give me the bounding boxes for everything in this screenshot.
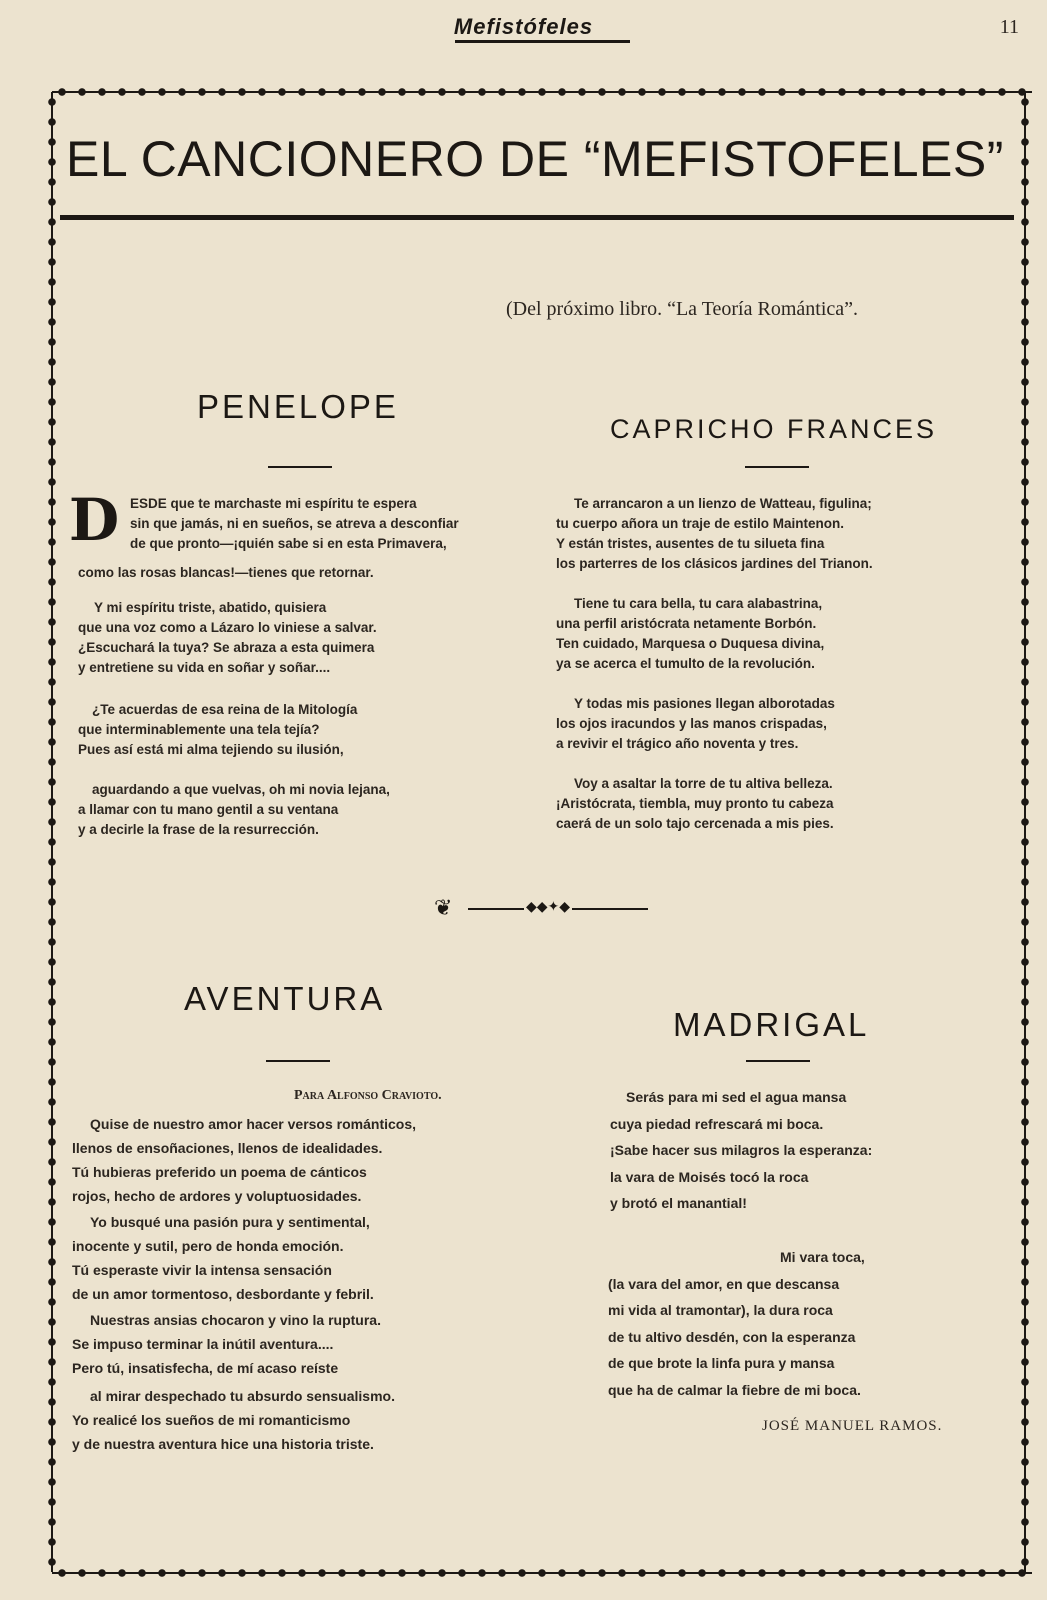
poem-line: a llamar con tu mano gentil a su ventana <box>78 802 339 817</box>
poem-line: inocente y sutil, pero de honda emoción. <box>72 1238 344 1254</box>
poem-line: una perfil aristócrata netamente Borbón. <box>556 616 817 631</box>
poem-line: Y están tristes, ausentes de tu silueta fina <box>556 536 825 551</box>
stanza-aventura-3 <box>72 1308 381 1380</box>
poem-line: y brotó el manantial! <box>610 1195 747 1211</box>
poem-line: Ten cuidado, Marquesa o Duquesa divina, <box>556 636 825 651</box>
masthead-underline <box>455 40 630 43</box>
poem-rule-madrigal <box>746 1060 810 1062</box>
poem-line: al mirar despechado tu absurdo sensualismo. <box>90 1388 395 1404</box>
poem-title-madrigal: MADRIGAL <box>673 1006 870 1043</box>
author-signature: JOSÉ MANUEL RAMOS. <box>762 1418 943 1434</box>
poem-line: de que brote la linfa pura y mansa <box>608 1355 835 1371</box>
poem-line: como las rosas blancas!—tienes que retornar. <box>78 565 374 580</box>
poem-line: ESDE que te marchaste mi espíritu te espera <box>130 496 417 511</box>
poem-line: Tiene tu cara bella, tu cara alabastrina, <box>574 596 823 611</box>
poem-line: Nuestras ansias chocaron y vino la ruptura. <box>90 1312 381 1328</box>
stanza-penelope-2 <box>78 598 377 678</box>
poem-line: de tu altivo desdén, con la esperanza <box>608 1328 856 1345</box>
stanza-capricho-4 <box>556 774 834 834</box>
poem-dedication: Para Alfonso Cravioto. <box>294 1088 442 1103</box>
stanza-penelope-4 <box>78 780 390 840</box>
poem-line: los ojos iracundos y las manos crispadas, <box>556 716 827 731</box>
poem-line: Se impuso terminar la inútil aventura.... <box>72 1336 334 1352</box>
ornamental-border-left <box>45 92 59 1572</box>
poem-line: Mi vara toca, <box>780 1249 865 1265</box>
poem-line: rojos, hecho de ardores y voluptuosidades. <box>72 1188 362 1204</box>
poem-line: cuya piedad refrescará mi boca. <box>610 1115 824 1132</box>
poem-line: de que pronto—¡quién sabe si en esta Primavera, <box>130 536 447 551</box>
book-source-note: (Del próximo libro. “La Teoría Romántica”. <box>506 298 859 320</box>
poem-line: ya se acerca el tumulto de la revolución. <box>556 656 815 671</box>
page-title: EL CANCIONERO DE “MEFISTOFELES” <box>66 131 1004 187</box>
poem-line: y entretiene su vida en soñar y soñar.... <box>78 660 331 675</box>
stanza-aventura-2 <box>72 1210 374 1306</box>
poem-line: ¡Sabe hacer sus milagros la esperanza: <box>610 1142 873 1158</box>
poem-line: Yo busqué una pasión pura y sentimental, <box>90 1214 370 1230</box>
stanza-penelope-1a <box>130 494 459 554</box>
poem-line: y de nuestra aventura hice una historia triste. <box>72 1436 374 1452</box>
poem-line: ¡Aristócrata, tiembla, muy pronto tu cabeza <box>556 796 834 811</box>
poem-title-capricho-frances: CAPRICHO FRANCES <box>610 414 938 444</box>
poem-line: Pues así está mi alma tejiendo su ilusión, <box>78 742 344 757</box>
stanza-penelope-1b <box>78 563 374 583</box>
poem-line: (la vara del amor, en que descansa <box>608 1275 840 1292</box>
poem-line: aguardando a que vuelvas, oh mi novia lejana, <box>92 782 390 797</box>
stanza-madrigal-2 <box>608 1244 865 1403</box>
poem-line: Voy a asaltar la torre de tu altiva belleza. <box>574 776 833 791</box>
poem-line: ¿Escuchará la tuya? Se abraza a esta quimera <box>78 640 375 655</box>
masthead: Mefistófeles <box>453 14 594 39</box>
stanza-penelope-3 <box>78 700 357 760</box>
page-number: 11 <box>999 16 1019 38</box>
stanza-aventura-1 <box>72 1112 416 1208</box>
section-divider <box>434 896 654 922</box>
poem-rule-aventura <box>266 1060 330 1062</box>
poem-line: Y todas mis pasiones llegan alborotadas <box>574 696 835 711</box>
poem-line: llenos de ensoñaciones, llenos de idealidades. <box>72 1140 383 1156</box>
divider-mark-icon: ❦ <box>434 896 453 921</box>
stanza-aventura-4 <box>72 1384 395 1456</box>
poem-rule-capricho <box>745 466 809 468</box>
poem-line: de un amor tormentoso, desbordante y febril. <box>72 1286 374 1302</box>
poem-line: Yo realicé los sueños de mi romanticismo <box>72 1412 351 1428</box>
poem-title-penelope: PENELOPE <box>197 388 399 425</box>
poem-line: Quise de nuestro amor hacer versos románticos, <box>90 1116 417 1132</box>
poem-line: los parterres de los clásicos jardines del Trianon. <box>556 556 873 571</box>
ornamental-border-top <box>52 85 1032 99</box>
poem-line: que ha de calmar la fiebre de mi boca. <box>608 1381 861 1398</box>
poem-line: caerá de un solo tajo cercenada a mis pies. <box>556 816 834 831</box>
poem-title-aventura: AVENTURA <box>184 980 386 1017</box>
poem-line: Tú hubieras preferido un poema de cánticos <box>72 1164 367 1180</box>
poem-line: a revivir el trágico año noventa y tres. <box>556 736 799 751</box>
stanza-capricho-1 <box>556 494 873 574</box>
poem-line: Y mi espíritu triste, abatido, quisiera <box>94 600 327 615</box>
poem-line: que interminablemente una tela tejía? <box>78 722 320 737</box>
poem-line: tu cuerpo añora un traje de estilo Maintenon. <box>556 516 845 531</box>
poem-line: mi vida al tramontar), la dura roca <box>608 1302 833 1318</box>
poem-line: ¿Te acuerdas de esa reina de la Mitología <box>92 702 358 717</box>
poem-line: Te arrancaron a un lienzo de Watteau, figulina; <box>574 496 872 511</box>
ornamental-border-bottom <box>52 1566 1032 1580</box>
divider-ornament-icon: ◆◆✦◆ <box>526 899 571 915</box>
poem-line: la vara de Moisés tocó la roca <box>610 1168 809 1185</box>
title-rule <box>60 215 1014 220</box>
poem-rule-penelope <box>268 466 332 468</box>
poem-line: sin que jamás, ni en sueños, se atreva a desconfiar <box>130 516 459 531</box>
poem-line: Serás para mi sed el agua mansa <box>626 1089 847 1105</box>
dropcap-initial: D <box>68 486 120 554</box>
poem-line: Tú esperaste vivir la intensa sensación <box>72 1262 332 1278</box>
poem-line: y a decirle la frase de la resurrección. <box>78 822 319 837</box>
poem-line: Pero tú, insatisfecha, de mí acaso reíste <box>72 1360 339 1376</box>
stanza-madrigal-1 <box>610 1084 872 1217</box>
stanza-capricho-2 <box>556 594 824 674</box>
ornamental-border-right <box>1018 92 1032 1572</box>
stanza-capricho-3 <box>556 694 835 754</box>
poem-line: que una voz como a Lázaro lo viniese a salvar. <box>78 620 377 635</box>
